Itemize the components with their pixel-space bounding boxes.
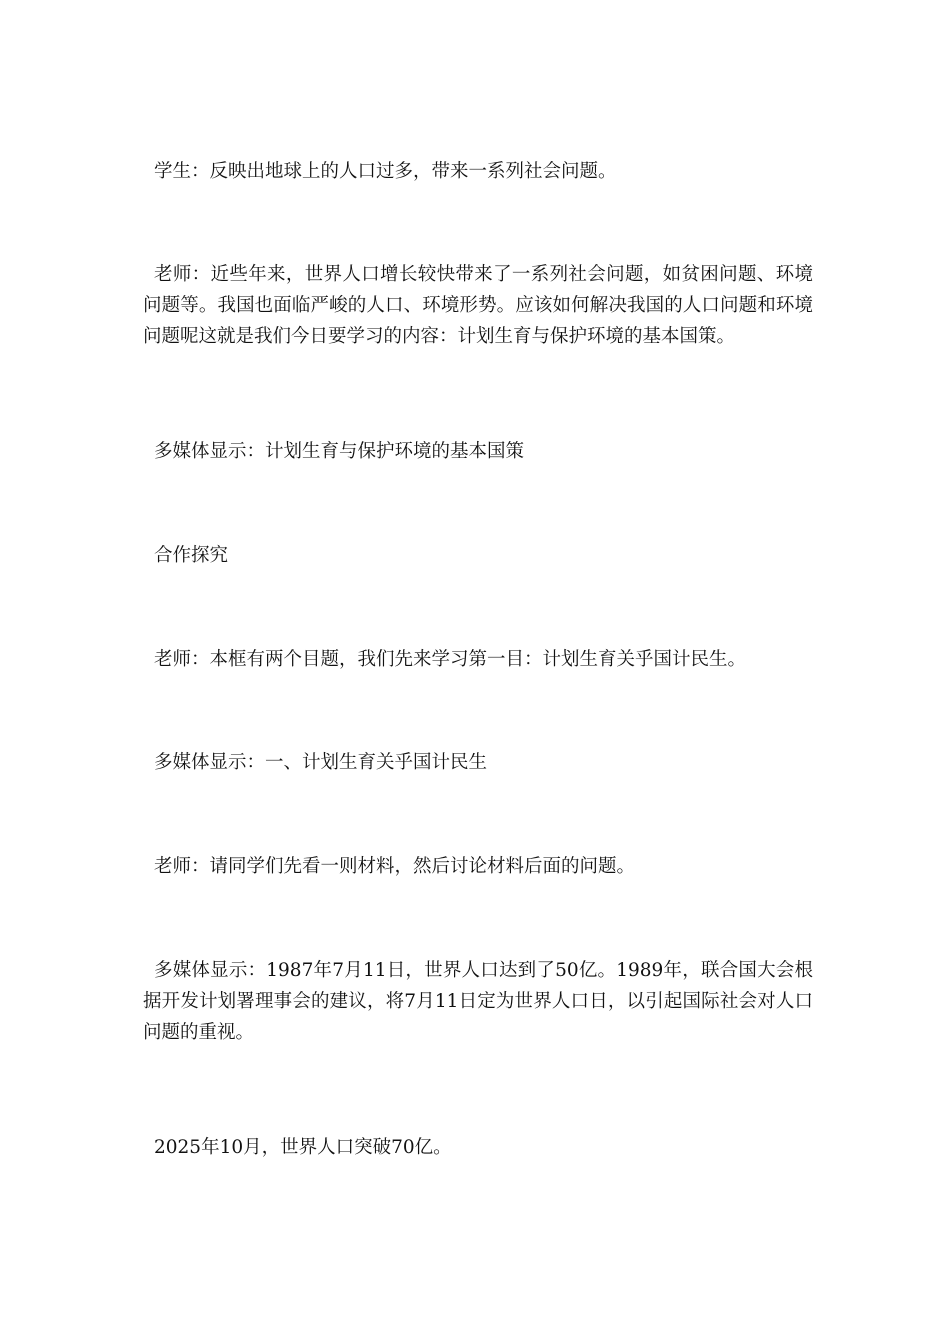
paragraph-teacher-material: 老师：请同学们先看一则材料，然后讨论材料后面的问题。 [154, 856, 636, 877]
paragraph-teacher-intro: 老师：近些年来，世界人口增长较快带来了一系列社会问题，如贫困问题、环境问题等。我国也面临严峻的人口、环境形势。应该如何解决我国的人口问题和环境问题呢这就是我们今日要学习的内容：计划生育与保护环境的基本国策。 [143, 264, 813, 347]
paragraph-multimedia-section-one: 多媒体显示：一、计划生育关乎国计民生 [154, 752, 488, 773]
paragraph-cooperative-inquiry: 合作探究 [154, 545, 229, 566]
paragraph-student-answer: 学生：反映出地球上的人口过多，带来一系列社会问题。 [154, 161, 617, 182]
paragraph-teacher-topic: 老师：本框有两个目题，我们先来学习第一目：计划生育关乎国计民生。 [154, 649, 747, 670]
paragraph-multimedia-population-day: 多媒体显示：1987年7月11日，世界人口达到了50亿。1989年，联合国大会根据开发计划署理事会的建议，将7月11日定为世界人口日，以引起国际社会对人口问题的重视。 [143, 960, 813, 1043]
paragraph-multimedia-title: 多媒体显示：计划生育与保护环境的基本国策 [154, 441, 525, 462]
paragraph-population-seven-billion: 2025年10月，世界人口突破70亿。 [154, 1137, 452, 1158]
